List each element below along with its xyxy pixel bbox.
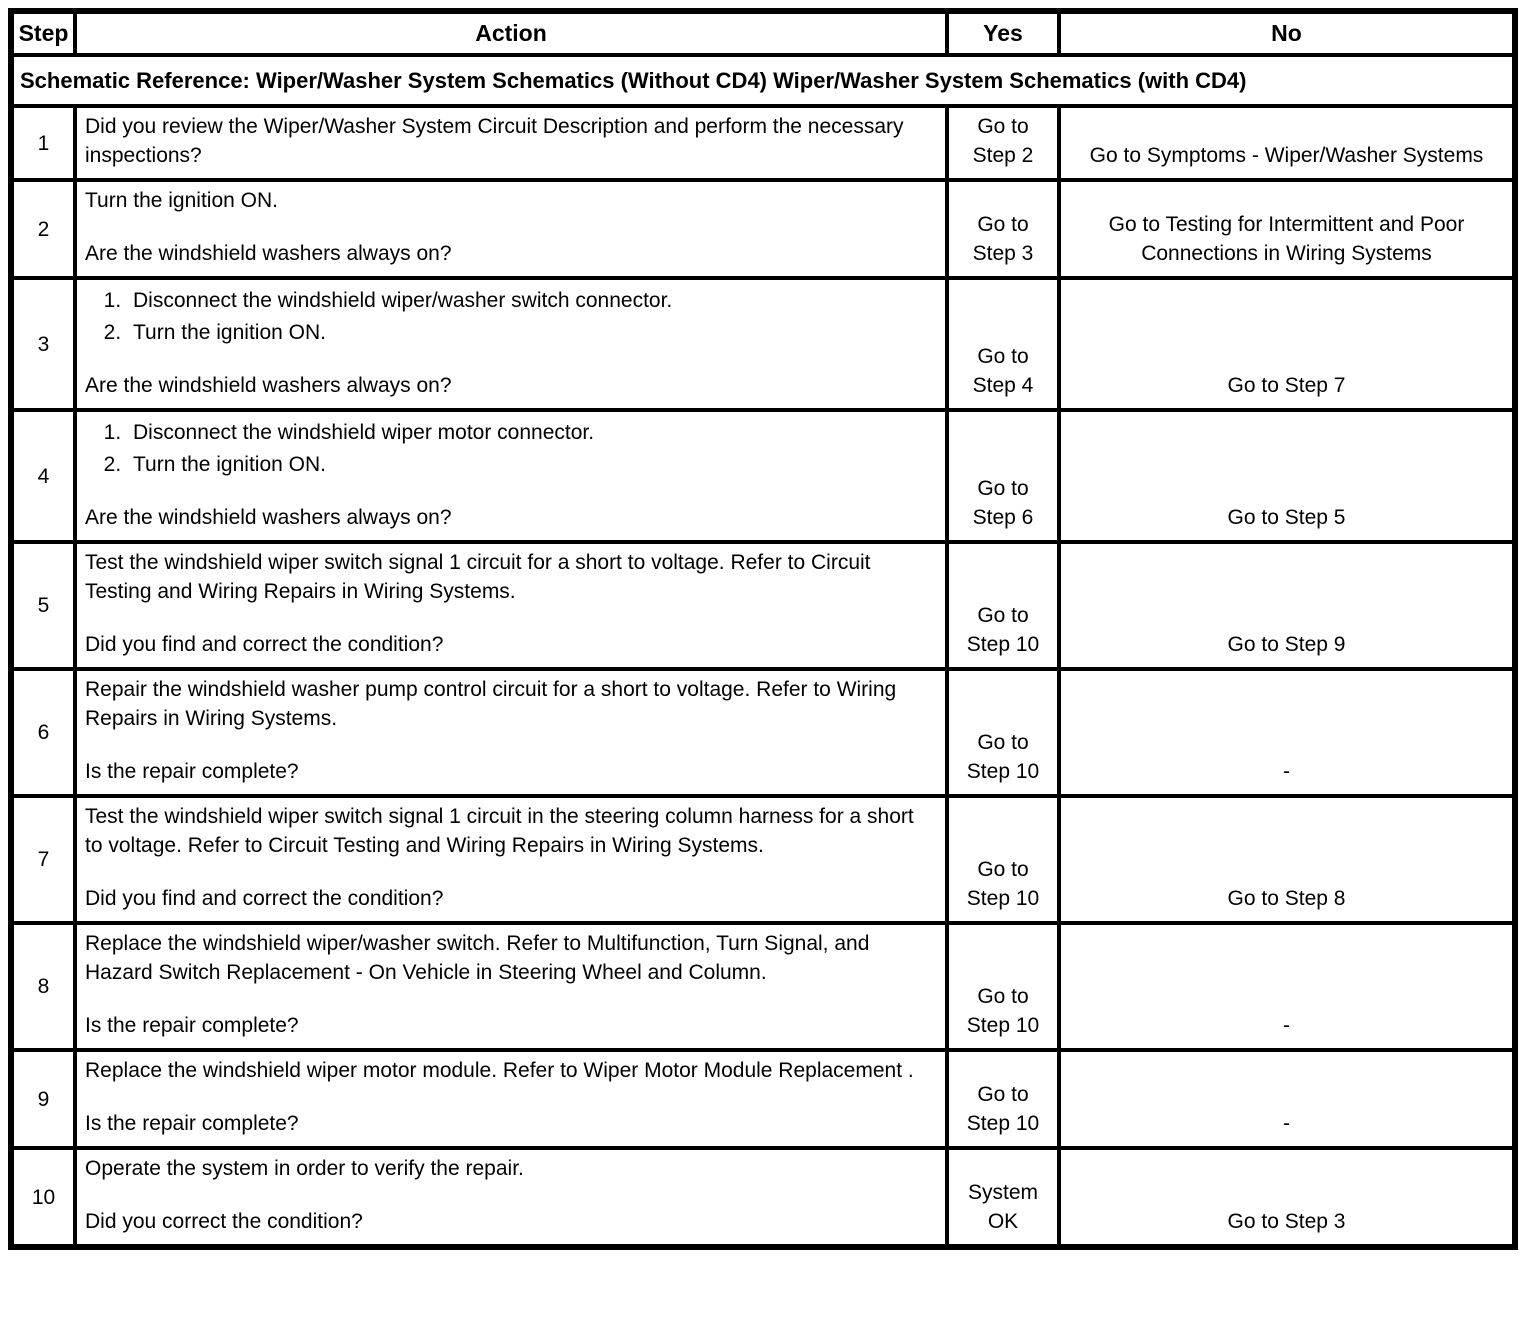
yes-cell xyxy=(947,923,1059,1050)
action-content xyxy=(85,929,937,987)
action-cell xyxy=(75,669,947,796)
step-number-cell: 8 xyxy=(11,923,75,1050)
yes-cell xyxy=(947,278,1059,410)
yes-cell xyxy=(947,1148,1059,1247)
action-paragraph: Replace the windshield wiper/washer switch. Refer to Multifunction, Turn Signal, and Hazard Switch Replacement - On Vehicle in Steering Wheel and Column. xyxy=(85,932,870,984)
no-result-text: Go to Symptoms - Wiper/Washer Systems xyxy=(1089,144,1484,167)
yes-result-text: System OK xyxy=(967,1181,1038,1233)
no-result-text: Go to Step 5 xyxy=(1227,506,1346,529)
yes-result-text: Go to Step 10 xyxy=(966,1083,1040,1135)
action-question: Did you find and correct the condition? xyxy=(85,633,444,656)
no-result-text: - xyxy=(1283,1112,1290,1135)
action-content xyxy=(85,1154,937,1183)
schematic-reference-row xyxy=(11,55,1515,106)
no-result-text: Go to Step 3 xyxy=(1227,1210,1346,1233)
step-number-cell: 7 xyxy=(11,796,75,923)
table-body xyxy=(11,55,1515,1247)
step-number-cell: 6 xyxy=(11,669,75,796)
action-question: Did you find and correct the condition? xyxy=(85,887,444,910)
step-number-cell: 10 xyxy=(11,1148,75,1247)
no-result-text: - xyxy=(1283,760,1290,783)
action-question: Are the windshield washers always on? xyxy=(85,374,452,397)
header-row xyxy=(11,11,1515,55)
action-cell xyxy=(75,180,947,278)
action-paragraph: Operate the system in order to verify the repair. xyxy=(85,1157,524,1180)
action-question: Is the repair complete? xyxy=(85,1014,299,1037)
no-cell xyxy=(1059,180,1515,278)
yes-result-text: Go to Step 3 xyxy=(972,213,1034,265)
yes-cell xyxy=(947,1050,1059,1148)
yes-result-text: Go to Step 2 xyxy=(972,115,1034,167)
no-cell xyxy=(1059,542,1515,669)
action-content xyxy=(85,802,937,860)
no-result-text: Go to Step 8 xyxy=(1227,887,1346,910)
action-cell xyxy=(75,106,947,180)
action-list-item: 2. Turn the ignition ON. xyxy=(127,450,937,479)
action-list-item: 1. Disconnect the windshield wiper/washer switch connector. xyxy=(127,286,937,315)
table-row xyxy=(11,180,1515,278)
no-cell xyxy=(1059,410,1515,542)
no-result-text: Go to Step 7 xyxy=(1227,374,1346,397)
yes-cell xyxy=(947,106,1059,180)
action-question: Did you review the Wiper/Washer System Circuit Description and perform the necessary inspections? xyxy=(85,115,904,167)
action-cell xyxy=(75,923,947,1050)
table-row xyxy=(11,923,1515,1050)
action-paragraph: Test the windshield wiper switch signal 1 circuit for a short to voltage. Refer to Circuit Testing and Wiring Repairs in Wiring Systems. xyxy=(85,551,871,603)
no-cell xyxy=(1059,106,1515,180)
no-cell xyxy=(1059,669,1515,796)
table-row xyxy=(11,1148,1515,1247)
action-question: Is the repair complete? xyxy=(85,760,299,783)
table-row xyxy=(11,669,1515,796)
action-paragraph: Repair the windshield washer pump control circuit for a short to voltage. Refer to Wiring Repairs in Wiring Systems. xyxy=(85,678,897,730)
action-cell xyxy=(75,410,947,542)
column-header-yes: Yes xyxy=(947,11,1059,55)
action-paragraph: Replace the windshield wiper motor module. Refer to Wiper Motor Module Replacement . xyxy=(85,1059,914,1082)
table-row xyxy=(11,542,1515,669)
table-row xyxy=(11,410,1515,542)
table-row xyxy=(11,1050,1515,1148)
action-cell xyxy=(75,1148,947,1247)
column-header-no: No xyxy=(1059,11,1515,55)
diagnostic-table xyxy=(8,8,1518,1250)
column-header-action: Action xyxy=(75,11,947,55)
action-content xyxy=(85,286,937,347)
action-cell xyxy=(75,278,947,410)
table-row xyxy=(11,796,1515,923)
action-list-item: 2. Turn the ignition ON. xyxy=(127,318,937,347)
step-number-cell: 5 xyxy=(11,542,75,669)
yes-result-text: Go to Step 6 xyxy=(972,477,1034,529)
no-result-text: Go to Step 9 xyxy=(1227,633,1346,656)
no-result-text: - xyxy=(1283,1014,1290,1037)
action-question: Did you correct the condition? xyxy=(85,1210,363,1233)
action-content xyxy=(85,548,937,606)
yes-cell xyxy=(947,669,1059,796)
schematic-reference-text: Schematic Reference: Wiper/Washer System Schematics (Without CD4) Wiper/Washer System Schematics (with CD4) xyxy=(11,55,1515,106)
yes-cell xyxy=(947,180,1059,278)
table-row xyxy=(11,106,1515,180)
no-cell xyxy=(1059,923,1515,1050)
table-header xyxy=(11,11,1515,55)
step-number-cell: 1 xyxy=(11,106,75,180)
column-header-step: Step xyxy=(11,11,75,55)
no-cell xyxy=(1059,796,1515,923)
action-content xyxy=(85,418,937,479)
no-cell xyxy=(1059,1050,1515,1148)
step-number-cell: 4 xyxy=(11,410,75,542)
yes-result-text: Go to Step 10 xyxy=(966,858,1040,910)
action-content xyxy=(85,186,937,215)
yes-cell xyxy=(947,542,1059,669)
action-list xyxy=(85,286,937,347)
yes-result-text: Go to Step 10 xyxy=(966,604,1040,656)
action-question: Are the windshield washers always on? xyxy=(85,242,452,265)
action-paragraph: Test the windshield wiper switch signal 1 circuit in the steering column harness for a short to voltage. Refer to Circuit Testing and Wiring Repairs in Wiring Systems. xyxy=(85,805,914,857)
yes-cell xyxy=(947,796,1059,923)
yes-result-text: Go to Step 10 xyxy=(966,731,1040,783)
no-cell xyxy=(1059,278,1515,410)
action-content xyxy=(85,1056,937,1085)
yes-result-text: Go to Step 4 xyxy=(972,345,1034,397)
action-content xyxy=(85,675,937,733)
step-number-cell: 2 xyxy=(11,180,75,278)
action-question: Are the windshield washers always on? xyxy=(85,506,452,529)
yes-cell xyxy=(947,410,1059,542)
action-list-item: 1. Disconnect the windshield wiper motor connector. xyxy=(127,418,937,447)
step-number-cell: 3 xyxy=(11,278,75,410)
action-cell xyxy=(75,796,947,923)
action-question: Is the repair complete? xyxy=(85,1112,299,1135)
step-number-cell: 9 xyxy=(11,1050,75,1148)
action-list xyxy=(85,418,937,479)
table-row xyxy=(11,278,1515,410)
action-cell xyxy=(75,1050,947,1148)
no-cell xyxy=(1059,1148,1515,1247)
action-paragraph: Turn the ignition ON. xyxy=(85,189,278,212)
yes-result-text: Go to Step 10 xyxy=(966,985,1040,1037)
action-cell xyxy=(75,542,947,669)
no-result-text: Go to Testing for Intermittent and Poor Connections in Wiring Systems xyxy=(1108,213,1465,265)
